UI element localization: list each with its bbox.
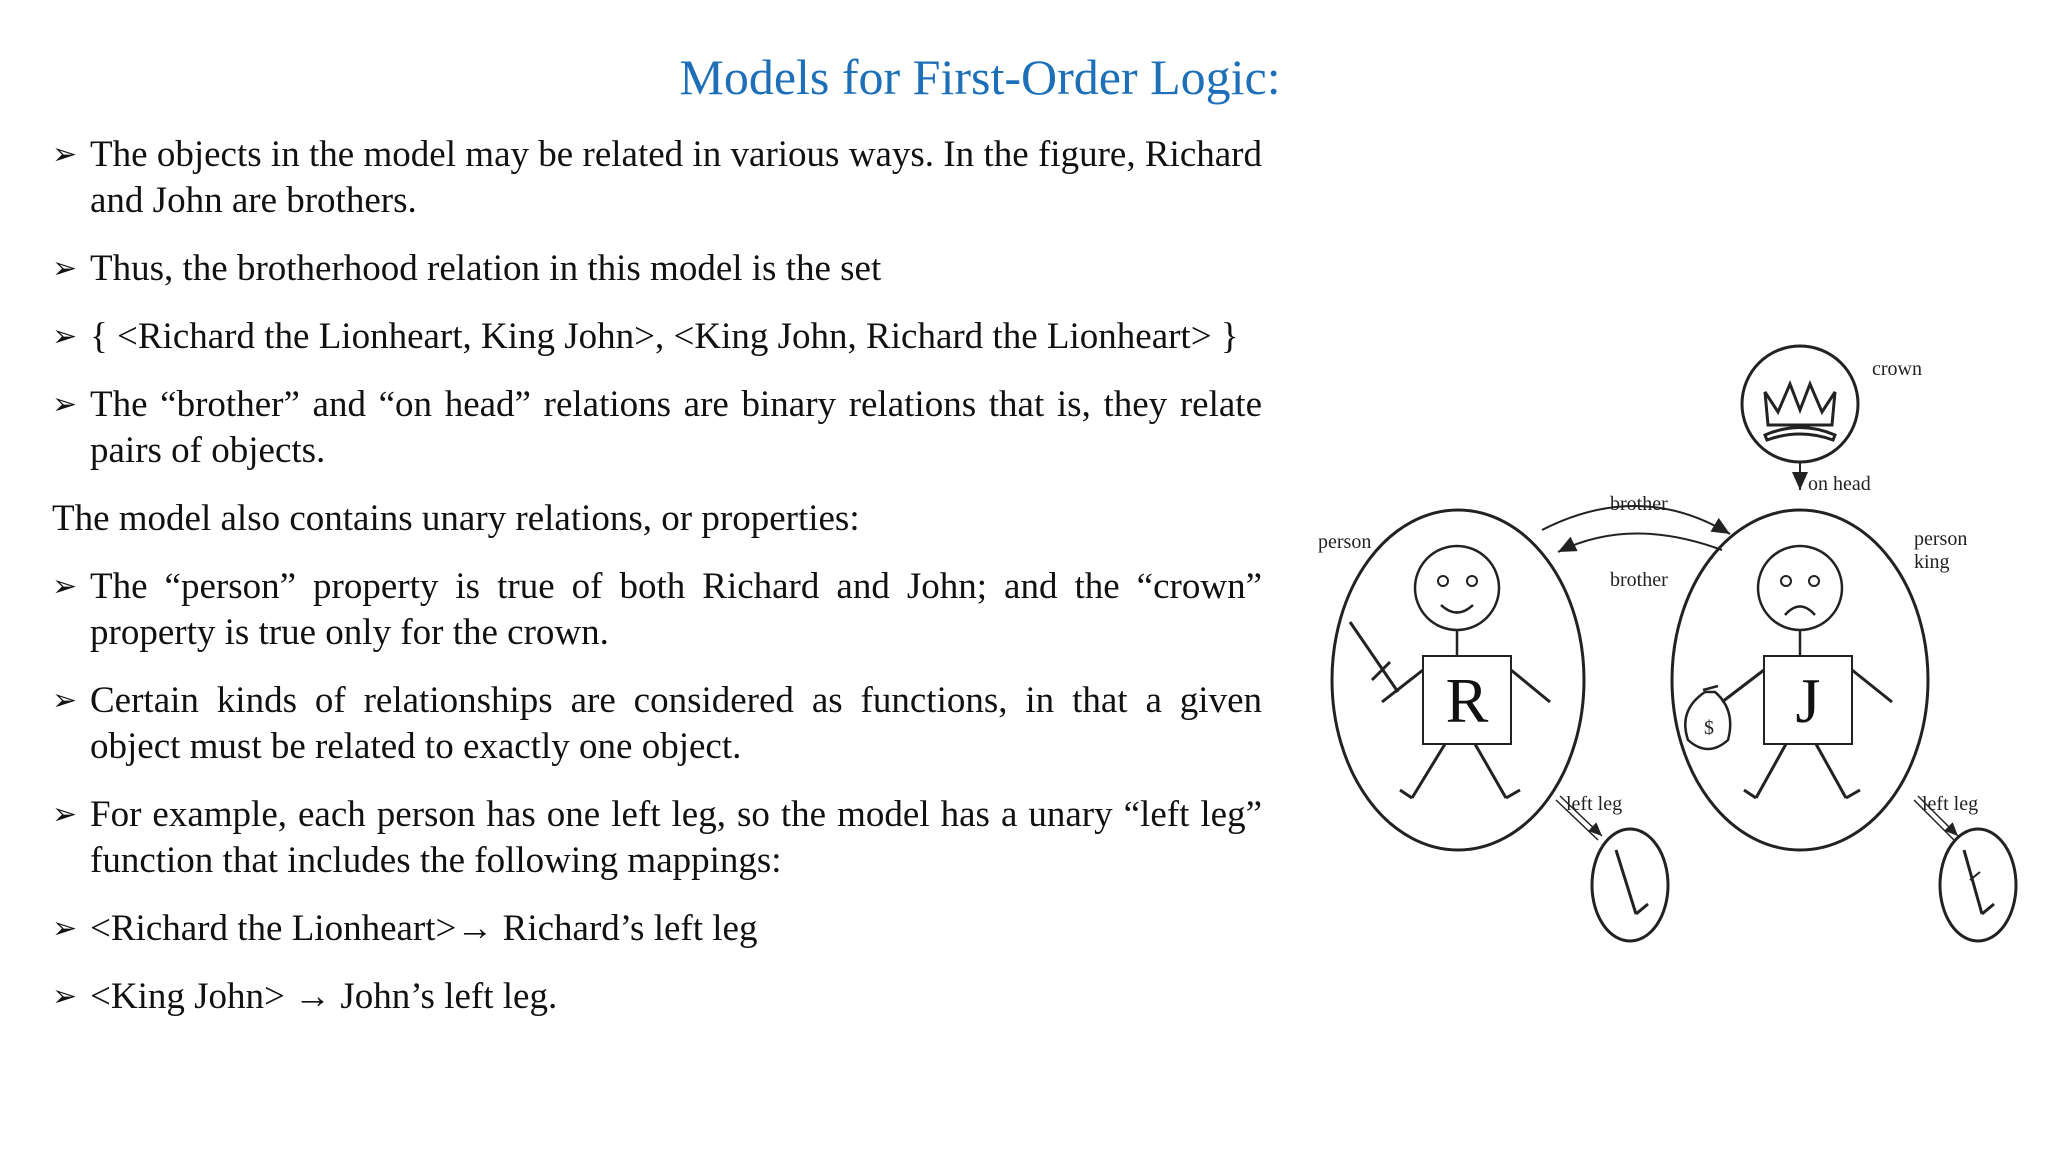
bullet-item — [52, 792, 1262, 884]
bullet-arrow-icon: ➢ — [52, 319, 78, 354]
bullet-arrow-icon: ➢ — [52, 911, 78, 946]
bullet-text: The “brother” and “on head” relations are binary relations that is, they relate pairs of objects. — [90, 384, 1262, 471]
on-head-label: on head — [1808, 473, 1871, 495]
brother-label-top: brother — [1610, 493, 1668, 515]
bullet-text: Certain kinds of relationships are considered as functions, in that a given object must be related to exactly one object. — [90, 680, 1262, 767]
bullet-item — [52, 314, 1262, 360]
j-letter: J — [1795, 665, 1821, 736]
bullet-text: <Richard the Lionheart>→ Richard’s left leg — [90, 908, 758, 949]
bullet-arrow-icon: ➢ — [52, 979, 78, 1014]
bullet-text: Thus, the brotherhood relation in this model is the set — [90, 248, 882, 289]
model-diagram-svg — [1310, 340, 2030, 980]
left-leg-label-right: left leg — [1922, 793, 1979, 815]
unary-relations-intro: The model also contains unary relations, or properties: — [52, 498, 860, 539]
bullet-item — [52, 382, 1262, 474]
bullet-arrow-icon: ➢ — [52, 683, 78, 718]
left-leg-label-left: left leg — [1566, 793, 1623, 815]
bullet-text: The objects in the model may be related in various ways. In the figure, Richard and John are brothers. — [90, 134, 1262, 221]
bullet-arrow-icon: ➢ — [52, 387, 78, 422]
model-diagram — [1310, 340, 2030, 980]
bullet-arrow-icon: ➢ — [52, 797, 78, 832]
bullet-item — [52, 246, 1262, 292]
bullet-text: { <Richard the Lionheart, King John>, <King John, Richard the Lionheart> } — [90, 316, 1239, 357]
crown-object — [1742, 346, 1858, 462]
bullet-item — [52, 132, 1262, 224]
money-symbol: $ — [1704, 717, 1714, 739]
king-label: king — [1914, 551, 1950, 573]
crown-label: crown — [1872, 358, 1922, 380]
bullet-arrow-icon: ➢ — [52, 569, 78, 604]
bullet-text: For example, each person has one left leg, so the model has a unary “left leg” function that includes the following mappings: — [90, 794, 1262, 881]
richard-left-leg-object — [1556, 796, 1668, 941]
john-left-leg-object — [1914, 796, 2016, 941]
brother-arrow-bottom — [1558, 533, 1722, 552]
slide-content — [52, 132, 1262, 1042]
brother-label-bottom: brother — [1610, 569, 1668, 591]
bullet-arrow-icon: ➢ — [52, 251, 78, 286]
crown-icon — [1765, 384, 1835, 440]
person-label-left: person — [1318, 531, 1372, 553]
bullet-item — [52, 974, 1262, 1020]
r-letter: R — [1445, 665, 1489, 736]
slide-title: Models for First-Order Logic: — [679, 49, 1281, 105]
person-label-right: person — [1914, 528, 1968, 550]
sword-icon — [1350, 622, 1398, 692]
bullet-item — [52, 906, 1262, 952]
bullet-item — [52, 564, 1262, 656]
bullet-arrow-icon: ➢ — [52, 137, 78, 172]
bullet-text: <King John> → John’s left leg. — [90, 976, 558, 1017]
bullet-text: The “person” property is true of both Richard and John; and the “crown” property is true only for the crown. — [90, 566, 1262, 653]
bullet-item — [52, 678, 1262, 770]
